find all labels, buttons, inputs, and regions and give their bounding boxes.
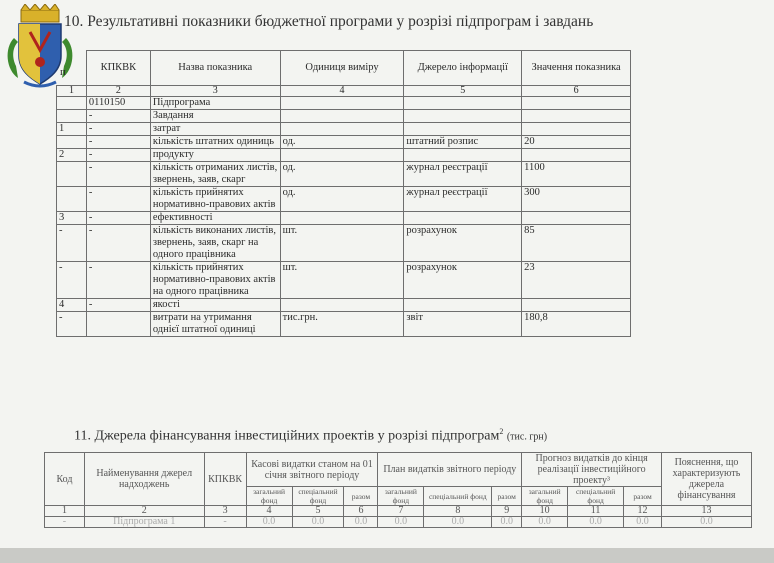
table-row: - витрати на утримання однієї штатної одиниці тис.грн. звіт 180,8 <box>57 312 631 337</box>
header-source: Джерело інформації <box>404 51 522 86</box>
section-11-title: 11. Джерела фінансування інвестиційних проектів у розрізі підпрограм$^2$ (тис. грн) <box>74 427 548 444</box>
header-kpkvk: КПКВК <box>204 453 246 506</box>
investment-financing-table <box>44 452 752 528</box>
table-row: - Завдання <box>57 110 631 123</box>
header-forecast-expenses: Прогноз видатків до кінця реалізації інвестиційного проекту³ <box>522 453 662 487</box>
table-header-row <box>45 453 752 487</box>
viewer-bottom-bar <box>0 548 774 563</box>
table-row: 3 - ефективності <box>57 212 631 225</box>
footnote-mark: 2 <box>499 427 504 436</box>
table-row: 4 - якості <box>57 299 631 312</box>
header-explanation: Пояснення, що характеризують джерела фінансування <box>662 453 752 506</box>
header-value: Значення показника <box>522 51 631 86</box>
header-unit: Одиниця виміру <box>280 51 404 86</box>
column-numbers-row: 1 2 3 4 5 6 7 8 9 10 11 12 13 <box>45 506 752 517</box>
table-subheader-row: загальний фонд спеціальний фонд разом загальний фонд спеціальний фонд разом загальний фонд спеціальний фонд разом <box>45 487 752 506</box>
table-row: 2 - продукту <box>57 149 631 162</box>
unit-label: (тис. грн) <box>506 431 548 443</box>
header-cash-expenses: Касові видатки станом на 01 січня звітного періоду <box>246 453 378 487</box>
row-number-header: п <box>60 66 66 78</box>
table-header-row <box>57 51 631 86</box>
table-row: 0110150 Підпрограма <box>57 97 631 110</box>
column-numbers-row: 1 2 3 4 5 6 <box>57 86 631 97</box>
header-kpkvk: КПКВК <box>86 51 150 86</box>
table-row: - кількість штатних одиниць од. штатний розпис 20 <box>57 136 631 149</box>
header-code: Код <box>45 453 85 506</box>
performance-indicators-table <box>56 50 631 337</box>
table-row: - - кількість прийнятих нормативно-правових актів на одного працівника шт. розрахунок 23 <box>57 262 631 299</box>
header-plan-expenses: План видатків звітного періоду <box>378 453 522 487</box>
section-10-title: 10. Результативні показники бюджетної програми у розрізі підпрограм і завдань <box>64 13 594 30</box>
header-source-name: Найменування джерел надходжень <box>84 453 204 506</box>
table-row: - кількість прийнятих нормативно-правових актів од. журнал реєстрації 300 <box>57 187 631 212</box>
table-row: - Підпрограма 1 - 0.0 0.0 0.0 0.0 0.0 0.0 0.0 0.0 0.0 0.0 <box>45 517 752 528</box>
header-indicator-name: Назва показника <box>150 51 280 86</box>
table-row: - кількість отриманих листів, звернень, заяв, скарг од. журнал реєстрації 1100 <box>57 162 631 187</box>
table-row: 1 - затрат <box>57 123 631 136</box>
table-row: - - кількість виконаних листів, звернень, заяв, скарг на одного працівника шт. розрахунок 85 <box>57 225 631 262</box>
